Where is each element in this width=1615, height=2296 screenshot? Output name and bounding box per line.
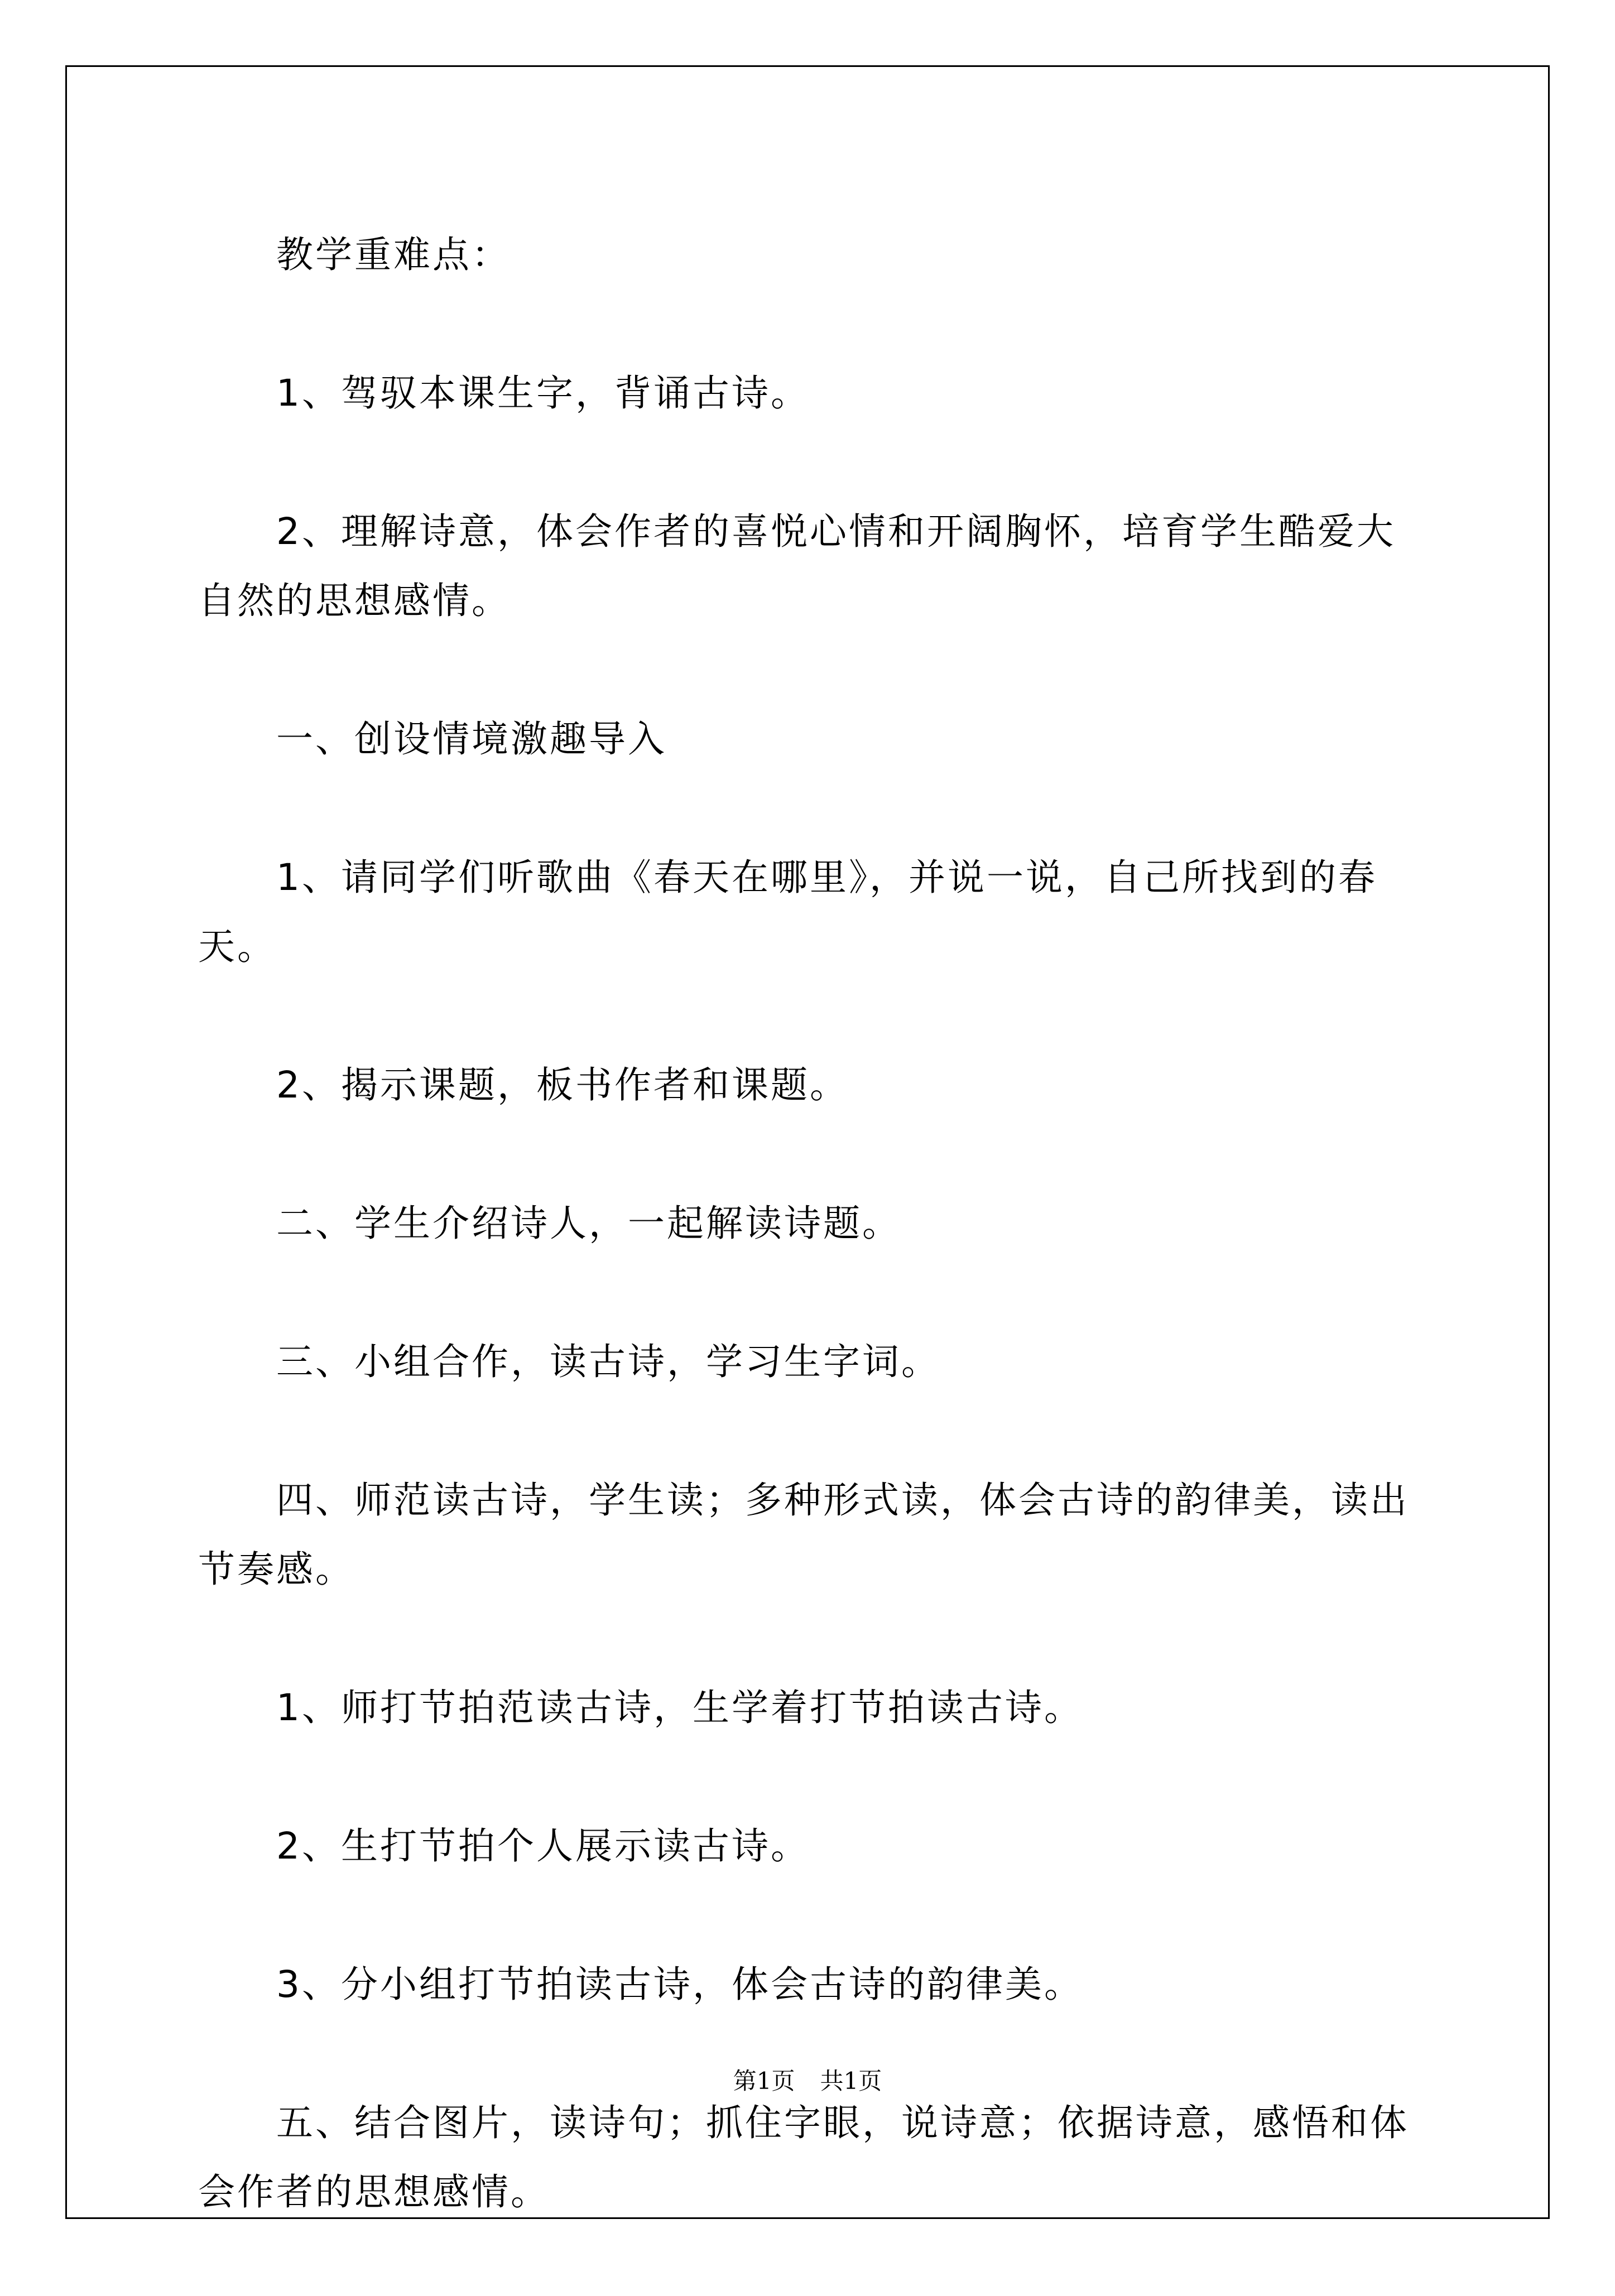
paragraph: 1、请同学们听歌曲《春天在哪里》，并说一说，自己所找到的春天。 xyxy=(198,856,1377,968)
paragraph: 教学重难点： xyxy=(276,233,511,276)
paragraph: 二、学生介绍诗人，一起解读诗题。 xyxy=(276,1202,901,1245)
paragraph: 一、创设情境激趣导入 xyxy=(276,718,667,760)
paragraph: 3、分小组打节拍读古诗，体会古诗的韵律美。 xyxy=(276,1963,1083,2006)
page-footer xyxy=(0,2064,1615,2098)
paragraph: 四、师范读古诗，学生读；多种形式读，体会古诗的韵律美，读出节奏感。 xyxy=(198,1479,1409,1591)
page-number: 第1页 xyxy=(733,2067,795,2095)
paragraph: 2、生打节拍个人展示读古诗。 xyxy=(276,1825,810,1867)
page-total: 共1页 xyxy=(820,2067,882,2095)
paragraph: 三、小组合作，读古诗，学习生字词。 xyxy=(276,1340,940,1383)
document-body xyxy=(198,220,1426,2296)
paragraph: 2、理解诗意，体会作者的喜悦心情和开阔胸怀，培育学生酷爱大自然的思想感情。 xyxy=(198,510,1396,622)
paragraph: 1、驾驭本课生字，背诵古诗。 xyxy=(276,372,810,415)
paragraph: 五、结合图片，读诗句；抓住字眼，说诗意；依据诗意，感悟和体会作者的思想感情。 xyxy=(198,2101,1409,2213)
paragraph: 1、师打节拍范读古诗，生学着打节拍读古诗。 xyxy=(276,1686,1083,1729)
paragraph: 2、揭示课题，板书作者和课题。 xyxy=(276,1063,849,1106)
